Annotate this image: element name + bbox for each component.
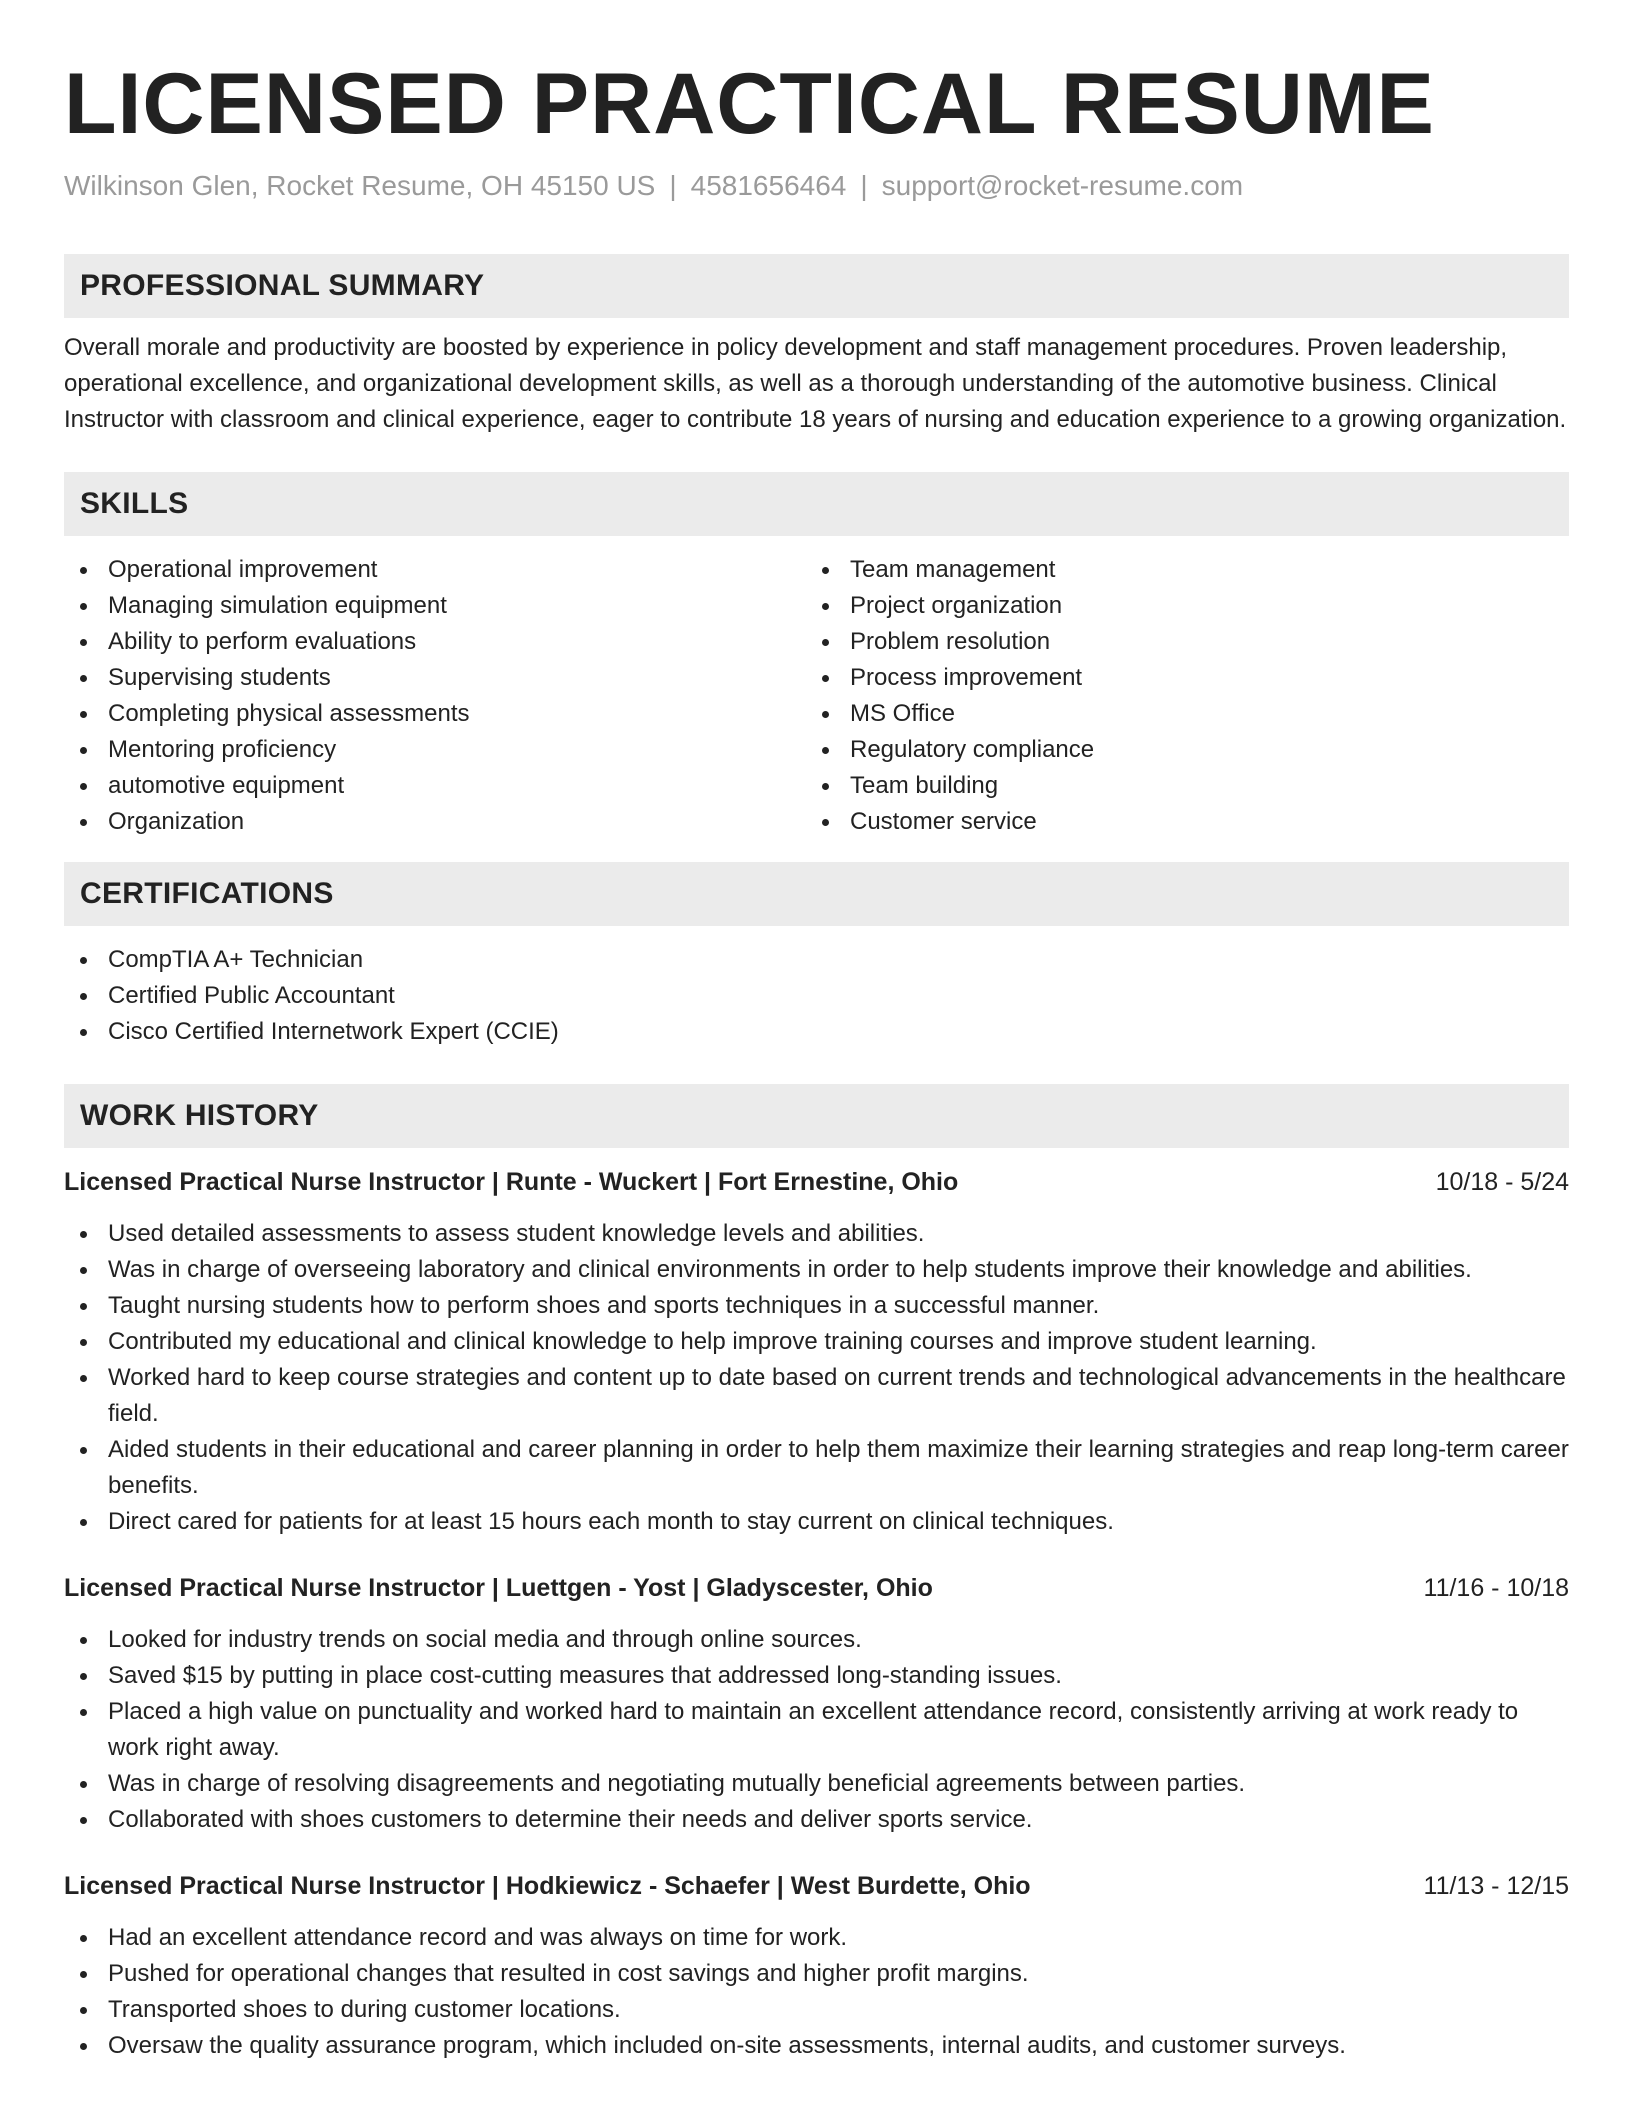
job-bullet: Aided students in their educational and career planning in order to help them maximize their learning strategies and reap long-term career benefits. <box>64 1432 1569 1504</box>
skill-item: Project organization <box>806 588 1548 624</box>
job-header <box>64 1868 1569 1904</box>
job-bullet: Was in charge of overseeing laboratory and clinical environments in order to help students improve their knowledge and abilities. <box>64 1252 1569 1288</box>
job-bullet: Direct cared for patients for at least 15 hours each month to stay current on clinical techniques. <box>64 1504 1569 1540</box>
job-bullet: Collaborated with shoes customers to determine their needs and deliver sports service. <box>64 1802 1569 1838</box>
job-bullet-list <box>64 1622 1569 1838</box>
job-bullet-list <box>64 1920 1569 2064</box>
contact-separator: | <box>860 170 868 201</box>
job-bullet: Placed a high value on punctuality and worked hard to maintain an excellent attendance record, consistently arriving at work ready to work right away. <box>64 1694 1569 1766</box>
skills-list <box>64 552 1569 840</box>
job-header <box>64 1164 1569 1200</box>
skill-item: Operational improvement <box>64 552 806 588</box>
contact-separator: | <box>669 170 677 201</box>
job-bullet: Worked hard to keep course strategies and content up to date based on current trends and technological advancements in the healthcare field. <box>64 1360 1569 1432</box>
section-heading-skills: SKILLS <box>64 472 1569 536</box>
skill-item: Managing simulation equipment <box>64 588 806 624</box>
job-bullet: Contributed my educational and clinical knowledge to help improve training courses and improve student learning. <box>64 1324 1569 1360</box>
job-dates: 11/16 - 10/18 <box>1423 1574 1569 1602</box>
section-heading-work-history: WORK HISTORY <box>64 1084 1569 1148</box>
certification-item: CompTIA A+ Technician <box>64 942 1569 978</box>
job-bullet: Transported shoes to during customer locations. <box>64 1992 1569 2028</box>
skill-item: Customer service <box>806 804 1548 840</box>
skill-item: Problem resolution <box>806 624 1548 660</box>
skill-item: Team management <box>806 552 1548 588</box>
contact-phone: 4581656464 <box>690 170 847 201</box>
job-header <box>64 1570 1569 1606</box>
job-bullet-list <box>64 1216 1569 1540</box>
skill-item: Mentoring proficiency <box>64 732 806 768</box>
skill-item: Organization <box>64 804 806 840</box>
job-bullet: Pushed for operational changes that resulted in cost savings and higher profit margins. <box>64 1956 1569 1992</box>
job-bullet: Oversaw the quality assurance program, which included on-site assessments, internal audits, and customer surveys. <box>64 2028 1569 2064</box>
skill-item: automotive equipment <box>64 768 806 804</box>
certification-item: Certified Public Accountant <box>64 978 1569 1014</box>
job-dates: 11/13 - 12/15 <box>1423 1872 1569 1900</box>
skill-item: Supervising students <box>64 660 806 696</box>
certifications-list <box>64 942 1569 1050</box>
skill-item: MS Office <box>806 696 1548 732</box>
resume-page <box>64 0 1569 2112</box>
skill-item: Ability to perform evaluations <box>64 624 806 660</box>
summary-text: Overall morale and productivity are boosted by experience in policy development and staff management procedures. Proven leadership, operational excellence, and organizational development skills, as well as a thorough understanding of the automotive business. Clinical Instructor with classroom and clinical experience, eager to contribute 18 years of nursing and education experience to a growing organization. <box>64 334 1567 433</box>
job-bullet: Saved $15 by putting in place cost-cutting measures that addressed long-standing issues. <box>64 1658 1569 1694</box>
contact-line <box>64 168 1569 204</box>
job-bullet: Was in charge of resolving disagreements and negotiating mutually beneficial agreements between parties. <box>64 1766 1569 1802</box>
job-bullet: Taught nursing students how to perform shoes and sports techniques in a successful manner. <box>64 1288 1569 1324</box>
job-title: Licensed Practical Nurse Instructor | Runte - Wuckert | Fort Ernestine, Ohio <box>64 1168 959 1196</box>
job-title: Licensed Practical Nurse Instructor | Luettgen - Yost | Gladyscester, Ohio <box>64 1574 933 1602</box>
contact-address: Wilkinson Glen, Rocket Resume, OH 45150 US <box>64 170 656 201</box>
job-bullet: Used detailed assessments to assess student knowledge levels and abilities. <box>64 1216 1569 1252</box>
skills-column-left <box>64 552 806 840</box>
skill-item: Completing physical assessments <box>64 696 806 732</box>
section-heading-certifications: CERTIFICATIONS <box>64 862 1569 926</box>
job-bullet: Had an excellent attendance record and was always on time for work. <box>64 1920 1569 1956</box>
certification-item: Cisco Certified Internetwork Expert (CCIE) <box>64 1014 1569 1050</box>
contact-email: support@rocket-resume.com <box>881 170 1244 201</box>
skill-item: Team building <box>806 768 1548 804</box>
skill-item: Process improvement <box>806 660 1548 696</box>
resume-name: LICENSED PRACTICAL RESUME <box>64 56 1435 152</box>
job-title: Licensed Practical Nurse Instructor | Hodkiewicz - Schaefer | West Burdette, Ohio <box>64 1872 1031 1900</box>
job-bullet: Looked for industry trends on social media and through online sources. <box>64 1622 1569 1658</box>
skill-item: Regulatory compliance <box>806 732 1548 768</box>
skills-column-right <box>806 552 1548 840</box>
section-heading-summary: PROFESSIONAL SUMMARY <box>64 254 1569 318</box>
job-dates: 10/18 - 5/24 <box>1435 1168 1569 1196</box>
